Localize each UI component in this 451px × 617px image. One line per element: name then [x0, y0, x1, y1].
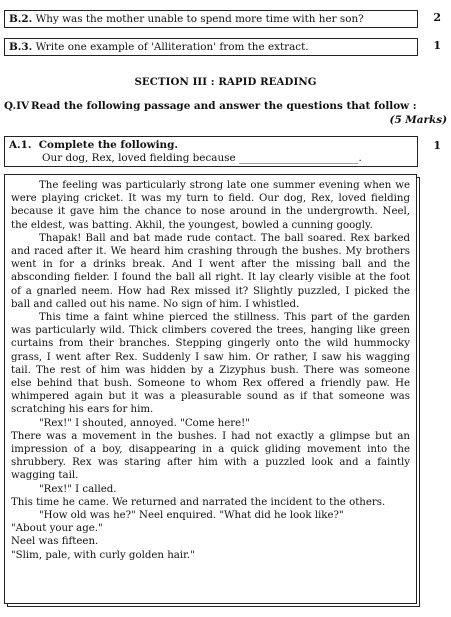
- passage-paragraph: There was a movement in the bushes. I had not exactly a glimpse but an impression of a boy, disappearing in a quick gliding movement into the shrubbery. Rex was staring after him with a puzzled look and a faintly wagging tail.: [11, 430, 410, 482]
- passage-paragraph: The feeling was particularly strong late one summer evening when we were playing cricket. It was my turn to field. Our dog, Rex, loved fielding because it gave him the chance to nose around in the undergrowth. Neel, the eldest, was batting. Akhil, the youngest, bowled a cunning googly.: [11, 180, 410, 231]
- passage-paragraph: "Slim, pale, with curly golden hair.": [11, 549, 195, 561]
- question-marks: 2: [433, 11, 441, 24]
- question-instruction: Read the following passage and answer the questions that follow :: [31, 100, 417, 112]
- question-number: A.1.: [9, 139, 32, 151]
- question-marks: 1: [433, 139, 441, 152]
- question-title: Complete the following.: [38, 139, 178, 151]
- passage-paragraph: Thapak! Ball and bat made rude contact. The ball soared. Rex barked and raced after it. We heard him crashing through the bushes. My brothers went in for a drinks break. And I went after the missing ball and the absconding fielder. I found the ball all right. It lay clearly visible at the foot of a gnarled neem. How had Rex missed it? Slightly puzzled, I picked the ball and called out his name. No sign of him. I whistled.: [11, 232, 410, 310]
- question-text: Write one example of 'Alliteration' from the extract.: [35, 41, 309, 53]
- question-number: Q.IV: [4, 100, 30, 112]
- passage-paragraph: This time he came. We returned and narrated the incident to the others.: [11, 496, 386, 508]
- passage-paragraph: This time a faint whine pierced the stillness. This part of the garden was particularly wild. Thick climbers covered the trees, hanging like green curtains from their branches. Stepping gingerly onto the wild hummocky grass, I went after Rex. Suddenly I saw him. Or rather, I saw his wagging tail. The rest of him was hidden by a Zizyphus bush. There was someone else behind that bush. Someone to whom Rex offered a friendly paw. He whimpered again but it was a pleasurable sound as if that someone was scratching his ears for him.: [11, 312, 410, 416]
- passage-paragraph: "About your age.": [11, 523, 103, 535]
- question-number: B.3.: [9, 41, 33, 53]
- question-prompt: Our dog, Rex, loved fielding because _______________________.: [42, 152, 362, 164]
- passage-text: [4, 174, 417, 604]
- question-a1-heading: [9, 139, 417, 152]
- question-number: B.2.: [9, 13, 33, 25]
- question-marks: 1: [433, 39, 441, 52]
- passage-paragraph: "How old was he?" Neel enquired. "What did he look like?": [39, 510, 344, 522]
- question-b3: [4, 38, 418, 56]
- section-title: SECTION III : RAPID READING: [134, 76, 317, 88]
- passage-box: [4, 174, 420, 604]
- question-b2: [4, 10, 418, 28]
- passage-paragraph: Neel was fifteen.: [11, 536, 99, 548]
- question-marks: (5 Marks): [389, 114, 447, 126]
- question-a1: [4, 136, 418, 167]
- passage-paragraph: "Rex!" I shouted, annoyed. "Come here!": [39, 417, 250, 429]
- passage-paragraph: "Rex!" I called.: [39, 483, 117, 495]
- question-text: Why was the mother unable to spend more time with her son?: [35, 13, 364, 25]
